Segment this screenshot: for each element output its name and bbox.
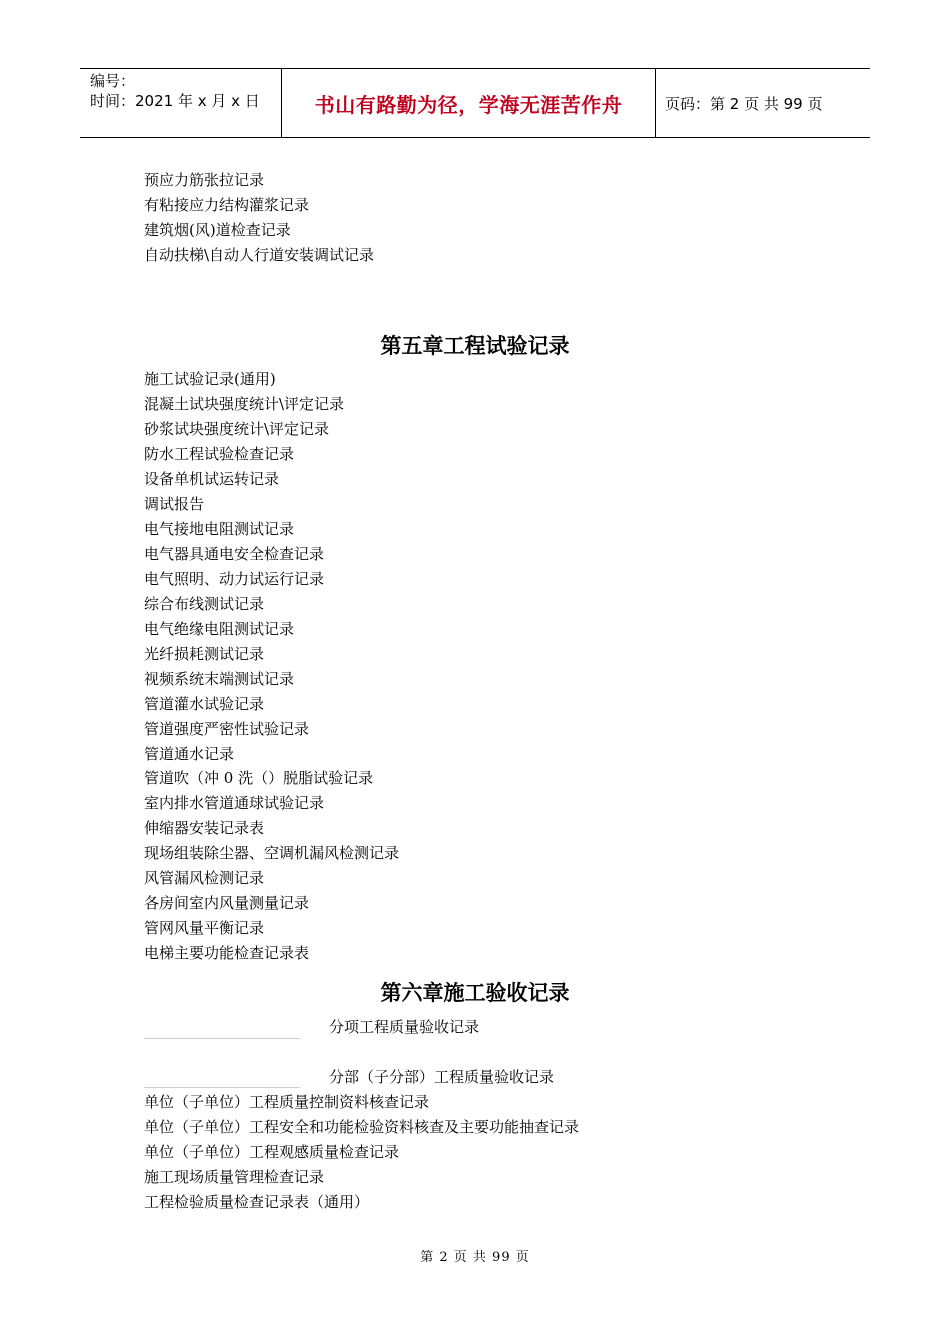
list-item: 电气照明、动力试运行记录	[144, 570, 325, 588]
list-item: 防水工程试验检查记录	[144, 445, 295, 463]
list-item: 有粘接应力结构灌浆记录	[144, 196, 310, 214]
serial-label: 编号：	[90, 72, 136, 90]
list-item: 自动扶梯\自动人行道安装调试记录	[144, 246, 375, 264]
list-item: 伸缩器安装记录表	[144, 819, 265, 837]
list-item-indented: 分部（子分部）工程质量验收记录	[329, 1068, 555, 1086]
list-item: 单位（子单位）工程观感质量检查记录	[144, 1143, 400, 1161]
list-item: 管道灌水试验记录	[144, 695, 265, 713]
list-item: 管道吹（冲 0 洗（）脱脂试验记录	[144, 769, 374, 787]
underline-rule	[144, 1038, 300, 1039]
list-item: 风管漏风检测记录	[144, 869, 265, 887]
list-item: 管道强度严密性试验记录	[144, 720, 310, 738]
list-item: 施工现场质量管理检查记录	[144, 1168, 325, 1186]
list-item: 管网风量平衡记录	[144, 919, 265, 937]
list-item: 室内排水管道通球试验记录	[144, 794, 325, 812]
list-item: 电气绝缘电阻测试记录	[144, 620, 295, 638]
list-item: 综合布线测试记录	[144, 595, 265, 613]
list-item: 视频系统末端测试记录	[144, 670, 295, 688]
list-item: 建筑烟(风)道检查记录	[144, 221, 291, 239]
list-item: 混凝土试块强度统计\评定记录	[144, 395, 345, 413]
list-item: 电梯主要功能检查记录表	[144, 944, 310, 962]
list-item: 光纤损耗测试记录	[144, 645, 265, 663]
list-item: 电气器具通电安全检查记录	[144, 545, 325, 563]
list-item: 设备单机试运转记录	[144, 470, 280, 488]
page-footer: 第 2 页 共 99 页	[420, 1250, 530, 1265]
date-text: 时间：2021 年 x 月 x 日	[90, 92, 260, 110]
chapter5-title: 第五章工程试验记录	[380, 334, 570, 358]
header-divider	[655, 69, 656, 137]
underline-rule	[144, 1087, 300, 1088]
page-info: 页码：第 2 页 共 99 页	[665, 95, 823, 113]
list-item: 砂浆试块强度统计\评定记录	[144, 420, 330, 438]
list-item: 单位（子单位）工程质量控制资料核查记录	[144, 1093, 430, 1111]
motto: 书山有路勤为径，学海无涯苦作舟	[314, 92, 623, 117]
list-item: 电气接地电阻测试记录	[144, 520, 295, 538]
list-item-indented: 分项工程质量验收记录	[329, 1018, 480, 1036]
list-item: 施工试验记录(通用)	[144, 370, 276, 388]
list-item: 各房间室内风量测量记录	[144, 894, 310, 912]
list-item: 调试报告	[144, 495, 205, 513]
list-item: 现场组装除尘器、空调机漏风检测记录	[144, 844, 400, 862]
header-meta	[90, 71, 260, 111]
chapter6-title: 第六章施工验收记录	[380, 981, 570, 1005]
list-item: 单位（子单位）工程安全和功能检验资料核查及主要功能抽查记录	[144, 1118, 580, 1136]
list-item: 预应力筋张拉记录	[144, 171, 265, 189]
list-item: 管道通水记录	[144, 745, 235, 763]
list-item: 工程检验质量检查记录表（通用）	[144, 1193, 370, 1211]
page-header	[80, 68, 870, 138]
